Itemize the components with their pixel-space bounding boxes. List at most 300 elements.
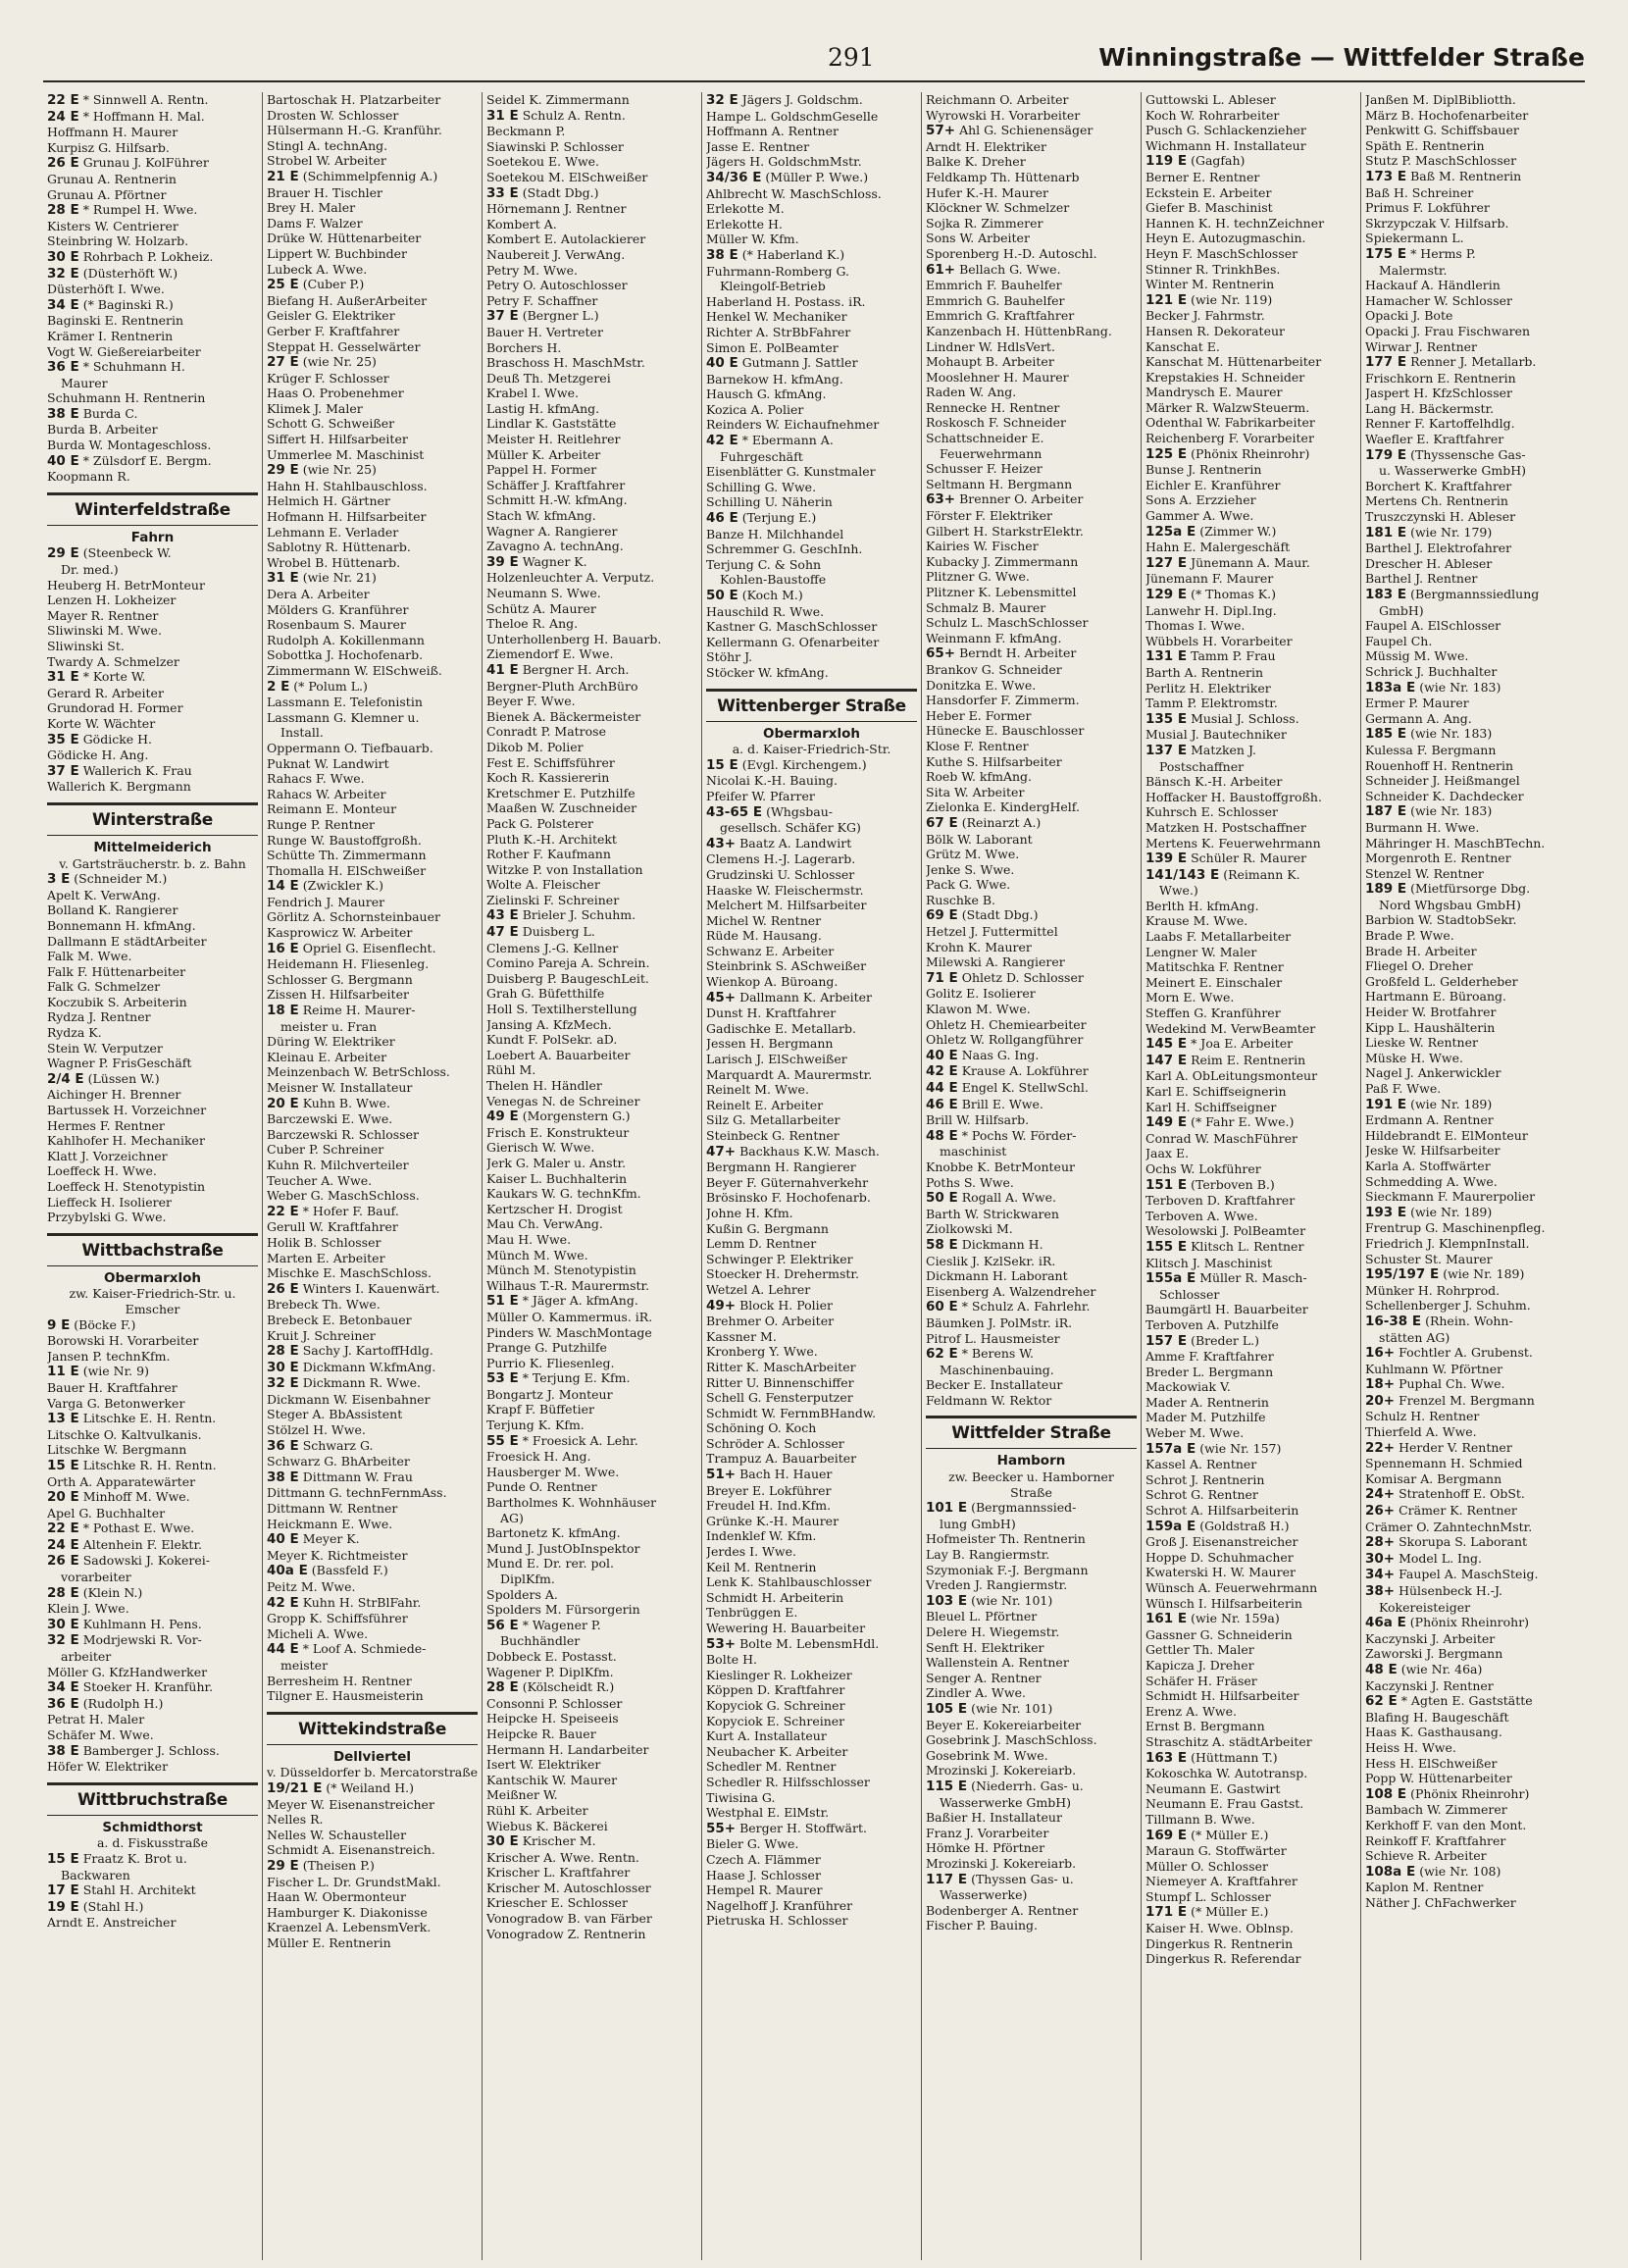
house-entry: 115 E (Niederrh. Gas- u. [926, 1778, 1084, 1794]
entry-continuation: Nord Whgsbau GmbH) [1379, 897, 1521, 912]
resident-entry: Thomalla H. ElSchweißer [267, 862, 427, 878]
house-entry: 62 E * Berens W. [926, 1346, 1034, 1363]
resident-entry: Ummerlee M. Maschinist [267, 446, 425, 462]
resident-entry: Marten E. Arbeiter [267, 1250, 385, 1265]
resident-entry: Guttowski L. Ableser [1145, 92, 1276, 107]
entry-continuation: maschinist [940, 1144, 1007, 1160]
resident-entry: Gosebrink M. Wwe. [926, 1747, 1048, 1763]
house-entry: 157a E (wie Nr. 157) [1145, 1440, 1282, 1457]
resident-entry: Dingerkus R. Rentnerin [1145, 1935, 1294, 1951]
resident-entry: Rouenhoff H. Rentnerin [1365, 757, 1514, 773]
resident-entry: Müller W. Kfm. [706, 232, 799, 247]
house-number: 36 E [47, 359, 79, 376]
resident-entry: Kombert E. Autolackierer [486, 232, 646, 247]
resident-entry: Meißner W. [486, 1787, 558, 1803]
entry-continuation: Backwaren [61, 1867, 130, 1882]
resident-entry: Müller O. Kammermus. iR. [486, 1309, 653, 1324]
house-number: 175 E [1365, 245, 1407, 262]
resident-entry: Venegas N. de Schreiner [486, 1093, 640, 1108]
street-heading: Wittbruchstraße [47, 1782, 258, 1816]
house-number: 21 E [267, 168, 299, 184]
resident-entry: Witzke P. von Installation [486, 861, 643, 877]
house-entry: 18+ Puphal Ch. Wwe. [1365, 1376, 1505, 1393]
house-entry: 63+ Brenner O. Arbeiter [926, 491, 1084, 508]
house-entry: 39 E Wagner K. [486, 553, 587, 570]
resident-entry: Meinert E. Einschaler [1145, 974, 1283, 990]
house-entry: 193 E (wie Nr. 189) [1365, 1204, 1493, 1220]
resident-entry: Theloe R. Ang. [486, 616, 579, 632]
house-entry: 127 E Jünemann A. Maur. [1145, 554, 1310, 571]
resident-entry: Braschoss H. MaschMstr. [486, 355, 645, 371]
house-number: 185 E [1365, 726, 1407, 743]
resident-entry: Pappel H. Former [486, 462, 597, 478]
house-number: 135 E [1145, 710, 1188, 727]
resident-entry: Kanschat E. [1145, 338, 1220, 354]
resident-entry: Zielinski F. Schreiner [486, 892, 620, 907]
resident-entry: Peitz M. Wwe. [267, 1579, 356, 1594]
house-number: 24+ [1365, 1486, 1396, 1503]
house-entry: 169 E (* Müller E.) [1145, 1827, 1269, 1843]
resident-entry: Comino Pareja A. Schrein. [486, 955, 650, 971]
house-entry: 61+ Bellach G. Wwe. [926, 261, 1061, 278]
resident-entry: Jasse E. Rentner [706, 138, 810, 154]
house-number: 149 E [1145, 1114, 1188, 1131]
resident-entry: Eichler E. Kranführer [1145, 477, 1281, 492]
resident-entry: Lehmann E. Verlader [267, 524, 399, 540]
resident-entry: Bauer H. Kraftfahrer [47, 1379, 178, 1395]
resident-entry: Müssig M. Wwe. [1365, 648, 1469, 664]
resident-entry: Hauschild R. Wwe. [706, 603, 825, 619]
resident-entry: Indenklef W. Kfm. [706, 1528, 817, 1544]
resident-entry: Sojka R. Zimmerer [926, 215, 1043, 231]
house-number: 40a E [267, 1563, 308, 1579]
house-number: 183 E [1365, 587, 1407, 602]
house-number: 3 E [47, 871, 71, 888]
entry-continuation: arbeiter [61, 1649, 112, 1665]
house-number: 37 E [486, 308, 519, 325]
resident-entry: Kaiser H. Wwe. Oblnsp. [1145, 1921, 1294, 1936]
resident-entry: Holzenleuchter A. Verputz. [486, 570, 655, 586]
house-entry: 16 E Opriel G. Eisenflecht. [267, 940, 436, 956]
house-number: 62 E [926, 1346, 958, 1363]
house-number: 29 E [267, 462, 299, 479]
resident-entry: Zissen H. Hilfsarbeiter [267, 987, 409, 1003]
resident-entry: Janßen M. DiplBibliotth. [1365, 92, 1516, 107]
house-number: 47+ [706, 1143, 737, 1160]
house-number: 11 E [47, 1364, 79, 1380]
resident-entry: Münker H. Rohrprod. [1365, 1282, 1501, 1298]
resident-entry: Schattschneider E. [926, 431, 1044, 446]
resident-entry: Jessen H. Bergmann [706, 1036, 834, 1052]
resident-entry: Primus F. Lokführer [1365, 200, 1490, 216]
house-number: 103 E [926, 1592, 968, 1609]
resident-entry: Helmich H. Gärtner [267, 493, 390, 509]
entry-continuation: Buchhändler [500, 1633, 581, 1649]
house-number: 67 E [926, 814, 958, 831]
resident-entry: Frischkorn E. Rentnerin [1365, 370, 1516, 386]
house-entry: 42 E Kuhn H. StrBlFahr. [267, 1594, 422, 1611]
resident-entry: Mund E. Dr. rer. pol. [486, 1556, 614, 1572]
resident-entry: Koch R. Kassiererin [486, 770, 610, 786]
resident-entry: Thelen H. Händler [486, 1078, 602, 1093]
resident-entry: Gammer A. Wwe. [1145, 508, 1254, 524]
house-number: 163 E [1145, 1749, 1188, 1766]
resident-entry: Rahacs W. Arbeiter [267, 786, 386, 801]
resident-entry: Mund J. JustObInspektor [486, 1540, 640, 1556]
resident-entry: Petry F. Schaffner [486, 292, 598, 308]
district-name: Obermarxloh [762, 726, 860, 742]
resident-entry: Emmrich F. Bauhelfer [926, 278, 1062, 293]
house-number: 61+ [926, 261, 956, 278]
resident-entry: Müller E. Rentnerin [267, 1934, 391, 1950]
resident-entry: Schilling U. Näherin [706, 494, 833, 510]
resident-entry: Musial J. Bautechniker [1145, 727, 1287, 743]
resident-entry: Kuhn R. Milchverteiler [267, 1157, 409, 1172]
resident-entry: Hansdorfer F. Zimmerm. [926, 693, 1080, 708]
resident-entry: Franz J. Vorarbeiter [926, 1825, 1049, 1840]
house-entry: 45+ Dallmann K. Arbeiter [706, 989, 873, 1005]
resident-entry: Brade H. Arbeiter [1365, 943, 1477, 958]
house-number: 42 E [267, 1594, 299, 1611]
street-heading: Wittfelder Straße [926, 1416, 1137, 1449]
house-number: 34 E [47, 296, 79, 313]
house-number: 38+ [1365, 1583, 1396, 1599]
resident-entry: Terboven A. Wwe. [1145, 1208, 1258, 1223]
resident-entry: Wilhaus T.-R. Maurermstr. [486, 1277, 650, 1293]
resident-entry: Heipcke H. Speiseeis [486, 1711, 619, 1727]
resident-entry: Schmidt A. Eisenanstreich. [267, 1842, 435, 1858]
house-number: 147 E [1145, 1052, 1188, 1068]
house-entry: 108a E (wie Nr. 108) [1365, 1863, 1501, 1880]
resident-entry: Emmrich G. Kraftfahrer [926, 308, 1075, 324]
resident-entry: Soetekou M. ElSchweißer [486, 169, 648, 184]
resident-entry: Wagner P. FrisGeschäft [47, 1056, 192, 1071]
house-entry: 30+ Model L. Ing. [1365, 1550, 1482, 1567]
resident-entry: Schmidt H. Hilfsarbeiter [1145, 1688, 1299, 1704]
resident-entry: Nelles W. Schausteller [267, 1827, 407, 1842]
resident-entry: Stenzel W. Rentner [1365, 865, 1484, 881]
resident-entry: Seidel K. Zimmermann [486, 92, 630, 107]
resident-entry: Koopmann R. [47, 469, 130, 485]
resident-entry: Ahlbrecht W. MaschSchloss. [706, 185, 882, 201]
house-number: 155a E [1145, 1270, 1196, 1287]
resident-entry: Hermann H. Landarbeiter [486, 1741, 649, 1757]
house-entry: 31 E (wie Nr. 21) [267, 570, 377, 587]
house-number: 20+ [1365, 1392, 1396, 1409]
resident-entry: Feldmann W. Rektor [926, 1392, 1052, 1408]
resident-entry: Barthel J. Rentner [1365, 571, 1478, 587]
resident-entry: Kisters W. Centrierer [47, 218, 178, 233]
entry-continuation: Wwe.) [1159, 883, 1198, 899]
resident-entry: Burmann H. Wwe. [1365, 819, 1480, 835]
resident-entry: Schütte Th. Zimmermann [267, 848, 427, 863]
house-entry: 14 E (Zwickler K.) [267, 878, 384, 895]
house-entry: 49 E (Morgenstern G.) [486, 1108, 631, 1125]
street-location: zw. Kaiser-Friedrich-Str. u. Emscher [69, 1286, 236, 1316]
house-entry: 37 E Wallerich K. Frau [47, 762, 192, 779]
resident-entry: Fischer P. Bauing. [926, 1918, 1039, 1933]
house-entry: 38 E Burda C. [47, 405, 138, 422]
resident-entry: Golitz E. Isolierer [926, 986, 1036, 1002]
house-entry: 195/197 E (wie Nr. 189) [1365, 1266, 1525, 1283]
house-number: 26 E [47, 1553, 79, 1570]
house-number: 40 E [926, 1047, 958, 1063]
house-number: 34 E [47, 1679, 79, 1696]
resident-entry: Berner E. Rentner [1145, 169, 1260, 184]
resident-entry: Baßier H. Installateur [926, 1810, 1062, 1826]
resident-entry: Mohaupt B. Arbeiter [926, 354, 1054, 370]
resident-entry: Komisar A. Bergmann [1365, 1470, 1502, 1486]
resident-entry: Kurt A. Installateur [706, 1728, 827, 1744]
resident-entry: Szymoniak F.-J. Bergmann [926, 1562, 1089, 1577]
house-entry: 38 E Dittmann W. Frau [267, 1469, 413, 1485]
entry-continuation: Malermstr. [1379, 262, 1448, 278]
house-entry: 40 E Naas G. Ing. [926, 1047, 1040, 1063]
house-number: 137 E [1145, 742, 1188, 758]
resident-entry: Heickmann E. Wwe. [267, 1516, 393, 1531]
resident-entry: Köppen D. Kraftfahrer [706, 1682, 845, 1698]
resident-entry: Mayer R. Rentner [47, 607, 159, 623]
resident-entry: Penkwitt G. Schiffsbauer [1365, 123, 1519, 138]
resident-entry: Schedler R. Hilfsschlosser [706, 1774, 870, 1789]
resident-entry: Kahlhofer H. Mechaniker [47, 1133, 205, 1149]
resident-entry: Karla A. Stoffwärter [1365, 1158, 1491, 1173]
house-entry: 3 E (Schneider M.) [47, 871, 168, 888]
resident-entry: Straschitz A. städtArbeiter [1145, 1733, 1312, 1749]
resident-entry: Karl H. Schiffseigner [1145, 1099, 1277, 1114]
house-entry: 40 E Meyer K. [267, 1531, 360, 1548]
resident-entry: Schrick J. Buchhalter [1365, 663, 1498, 679]
resident-entry: Conrad W. MaschFührer [1145, 1130, 1297, 1146]
resident-entry: Isert W. Elektriker [486, 1757, 601, 1773]
resident-entry: Nelles R. [267, 1812, 324, 1828]
resident-entry: Stoecker H. Drehermstr. [706, 1266, 859, 1282]
house-number: 40 E [267, 1531, 299, 1548]
house-number: 30 E [47, 1616, 79, 1632]
house-entry: 51+ Bach H. Hauer [706, 1467, 833, 1483]
resident-entry: Kulessa F. Bergmann [1365, 742, 1497, 757]
entry-continuation: Maurer [61, 375, 108, 390]
resident-entry: Haase J. Schlosser [706, 1867, 821, 1882]
house-entry: 30 E Rohrbach P. Lokheiz. [47, 248, 214, 265]
resident-entry: Heuberg H. BetrMonteur [47, 577, 205, 593]
resident-entry: Eisenberg A. Walzendreher [926, 1283, 1096, 1299]
resident-entry: Bongartz J. Monteur [486, 1386, 613, 1402]
resident-entry: Purrio K. Fliesenleg. [486, 1355, 615, 1370]
resident-entry: Hampe L. GoldschmGeselle [706, 108, 879, 124]
house-number: 36 E [267, 1437, 299, 1454]
resident-entry: Ziemendorf E. Wwe. [486, 646, 614, 662]
resident-entry: Laabs F. Metallarbeiter [1145, 929, 1292, 945]
house-entry: 125 E (Phönix Rheinrohr) [1145, 445, 1310, 462]
resident-entry: Westphal E. ElMstr. [706, 1805, 830, 1821]
resident-entry: Gerard R. Arbeiter [47, 685, 164, 700]
house-number: 193 E [1365, 1204, 1407, 1220]
resident-entry: Lengner W. Maler [1145, 944, 1257, 959]
resident-entry: Brill W. Hilfsarb. [926, 1112, 1030, 1128]
resident-entry: Brauer H. Tischler [267, 184, 383, 200]
resident-entry: Höfer W. Elektriker [47, 1759, 169, 1775]
resident-entry: Münch M. Wwe. [486, 1247, 588, 1263]
resident-entry: Schellenberger J. Schuhm. [1365, 1298, 1531, 1314]
house-number: 29 E [267, 1857, 299, 1874]
resident-entry: Banze H. Milchhandel [706, 526, 844, 541]
resident-entry: Kwaterski H. W. Maurer [1145, 1565, 1296, 1580]
resident-entry: Rudolph A. Kokillenmann [267, 632, 425, 647]
resident-entry: Sieckmann F. Maurerpolier [1365, 1189, 1536, 1205]
resident-entry: Rosenbaum S. Maurer [267, 617, 406, 633]
resident-entry: Wübbels H. Vorarbeiter [1145, 633, 1293, 648]
resident-entry: Tenbrüggen E. [706, 1605, 798, 1621]
resident-entry: Klein J. Wwe. [47, 1601, 129, 1617]
resident-entry: Breder L. Bergmann [1145, 1364, 1274, 1379]
resident-entry: Hempel R. Maurer [706, 1882, 823, 1898]
house-entry: 183 E (Bergmannssiedlung [1365, 587, 1540, 602]
house-number: 28 E [47, 1584, 79, 1601]
resident-entry: Ruschke B. [926, 892, 996, 907]
resident-entry: Schusser F. Heizer [926, 461, 1043, 477]
house-entry: 65+ Berndt H. Arbeiter [926, 645, 1077, 662]
resident-entry: Groß J. Eisenanstreicher [1145, 1534, 1298, 1550]
resident-entry: Schneider K. Dachdecker [1365, 788, 1524, 803]
resident-entry: Runge P. Rentner [267, 816, 376, 832]
house-entry: 171 E (* Müller E.) [1145, 1904, 1269, 1921]
resident-entry: Wrobel B. Hüttenarb. [267, 554, 401, 570]
house-entry: 15 E Litschke R. H. Rentn. [47, 1457, 217, 1473]
house-entry: 36 E Schwarz G. [267, 1437, 374, 1454]
resident-entry: Kaczynski J. Rentner [1365, 1677, 1494, 1693]
resident-entry: Litschke W. Bergmann [47, 1442, 187, 1458]
resident-entry: Larisch J. ElSchweißer [706, 1052, 847, 1067]
house-number: 33 E [486, 184, 519, 201]
house-number: 28 E [267, 1343, 299, 1360]
resident-entry: Erlekotte M. [706, 201, 785, 217]
resident-entry: Mertens K. Feuerwehrmann [1145, 835, 1321, 850]
resident-entry: Bambach W. Zimmerer [1365, 1802, 1507, 1818]
resident-entry: Baumgärtl H. Bauarbeiter [1145, 1302, 1308, 1317]
resident-entry: Schneider J. Heißmangel [1365, 773, 1520, 789]
resident-entry: Kairies W. Fischer [926, 539, 1039, 554]
house-entry: 15 E (Evgl. Kirchengem.) [706, 756, 867, 773]
resident-entry: Klimek J. Maler [267, 400, 363, 416]
resident-entry: Haaske W. Fleischermstr. [706, 882, 864, 898]
house-entry: 44 E * Loof A. Schmiede- [267, 1641, 427, 1658]
resident-entry: Bartussek H. Vorzeichner [47, 1103, 207, 1118]
house-entry: 34/36 E (Müller P. Wwe.) [706, 169, 869, 185]
resident-entry: Schmedding A. Wwe. [1365, 1173, 1498, 1189]
resident-entry: Melchert M. Hilfsarbeiter [706, 898, 867, 913]
house-number: 42 E [926, 1063, 958, 1080]
house-entry: 46 E (Terjung E.) [706, 510, 817, 527]
resident-entry: Donitzka E. Wwe. [926, 677, 1037, 693]
resident-entry: Kapicza J. Dreher [1145, 1657, 1254, 1673]
house-entry: 56 E * Wagener P. [486, 1617, 601, 1633]
house-number: 49 E [486, 1108, 519, 1125]
house-entry: 137 E Matzken J. [1145, 742, 1256, 758]
house-entry: 47 E Duisberg L. [486, 924, 595, 941]
resident-entry: Klawon M. Wwe. [926, 1002, 1031, 1017]
house-entry: 177 E Renner J. Metallarb. [1365, 354, 1537, 371]
entry-continuation: Dr. med.) [61, 562, 119, 578]
resident-entry: Schilling G. Wwe. [706, 479, 817, 494]
resident-entry: Müller K. Arbeiter [486, 446, 601, 462]
resident-entry: Teucher A. Wwe. [267, 1172, 373, 1188]
house-number: 48 E [1365, 1661, 1398, 1677]
house-entry: 21 E (Schimmelpfennig A.) [267, 168, 438, 184]
house-number: 43+ [706, 835, 737, 851]
resident-entry: Krapf F. Büffetier [486, 1402, 594, 1418]
resident-entry: Schäfer H. Fräser [1145, 1673, 1257, 1688]
resident-entry: März B. Hochofenarbeiter [1365, 107, 1529, 123]
resident-entry: Heider W. Brotfahrer [1365, 1005, 1497, 1020]
resident-entry: Lenk K. Stahlbauschlosser [706, 1574, 872, 1590]
house-entry: 30 E Kuhlmann H. Pens. [47, 1616, 202, 1632]
resident-entry: Emmrich G. Bauhelfer [926, 292, 1065, 308]
resident-entry: Brankov G. Schneider [926, 661, 1062, 677]
resident-entry: Truszczynski H. Ableser [1365, 509, 1516, 525]
resident-entry: Renner F. Kartoffelhdlg. [1365, 416, 1515, 432]
house-entry: 57+ Ahl G. Schienensäger [926, 123, 1094, 139]
column-4 [702, 92, 922, 2260]
resident-entry: Schuster St. Maurer [1365, 1251, 1493, 1266]
entry-continuation: DiplKfm. [500, 1572, 555, 1586]
house-number: 37 E [47, 762, 79, 779]
resident-entry: Hausberger M. Wwe. [486, 1464, 620, 1479]
resident-entry: Clemens J.-G. Kellner [486, 940, 619, 955]
resident-entry: Opacki J. Bote [1365, 308, 1453, 324]
entry-continuation: meister u. Fran [280, 1018, 378, 1034]
resident-entry: Hamacher W. Schlosser [1365, 292, 1513, 308]
resident-entry: Späth E. Rentnerin [1365, 137, 1485, 153]
house-entry: 11 E (wie Nr. 9) [47, 1364, 149, 1380]
resident-entry: Steinbring W. Holzarb. [47, 233, 189, 249]
street-location: v. Gartsträucherstr. b. z. Bahn [59, 855, 246, 871]
resident-entry: Kokoschka W. Autotransp. [1145, 1766, 1308, 1781]
resident-entry: Lubeck A. Wwe. [267, 261, 368, 277]
house-number: 15 E [47, 1457, 79, 1473]
resident-entry: Zindler A. Wwe. [926, 1685, 1026, 1701]
house-entry: 71 E Ohletz D. Schlosser [926, 969, 1084, 986]
resident-entry: Sita W. Arbeiter [926, 784, 1025, 799]
house-number: 56 E [486, 1617, 519, 1633]
resident-entry: Pitrof L. Hausmeister [926, 1330, 1060, 1346]
resident-entry: Märker R. WalzwSteuerm. [1145, 399, 1310, 415]
resident-entry: Brebeck Th. Wwe. [267, 1297, 381, 1313]
resident-entry: Lieffeck H. Isolierer [47, 1194, 172, 1210]
resident-entry: Wolte A. Fleischer [486, 877, 600, 893]
resident-entry: Wallenstein A. Rentner [926, 1655, 1069, 1671]
resident-entry: Koch W. Rohrarbeiter [1145, 107, 1280, 123]
resident-entry: Steger A. BbAssistent [267, 1407, 403, 1422]
resident-entry: Matzken H. Postschaffner [1145, 819, 1306, 835]
resident-entry: Lieske W. Rentner [1365, 1035, 1478, 1051]
house-entry: 155 E Klitsch L. Rentner [1145, 1238, 1304, 1255]
resident-entry: Odenthal W. Fabrikarbeiter [1145, 415, 1315, 431]
resident-entry: Grah G. Büfetthilfe [486, 986, 605, 1002]
resident-entry: Mischke E. MaschSchloss. [267, 1265, 432, 1281]
house-entry: 38 E (* Haberland K.) [706, 246, 845, 263]
resident-entry: Drescher H. Ableser [1365, 555, 1493, 571]
resident-entry: Nagel J. Ankerwickler [1365, 1065, 1501, 1081]
resident-entry: Klöckner W. Schmelzer [926, 200, 1070, 216]
house-entry: 69 E (Stadt Dbg.) [926, 907, 1039, 924]
resident-entry: Krämer I. Rentnerin [47, 328, 174, 343]
house-number: 2 E [267, 678, 290, 695]
resident-entry: Roskosch F. Schneider [926, 415, 1066, 431]
house-number: 47 E [486, 924, 519, 941]
resident-entry: Skrzypczak V. Hilfsarb. [1365, 215, 1509, 231]
resident-entry: Maraun G. Stoffwärter [1145, 1843, 1287, 1859]
